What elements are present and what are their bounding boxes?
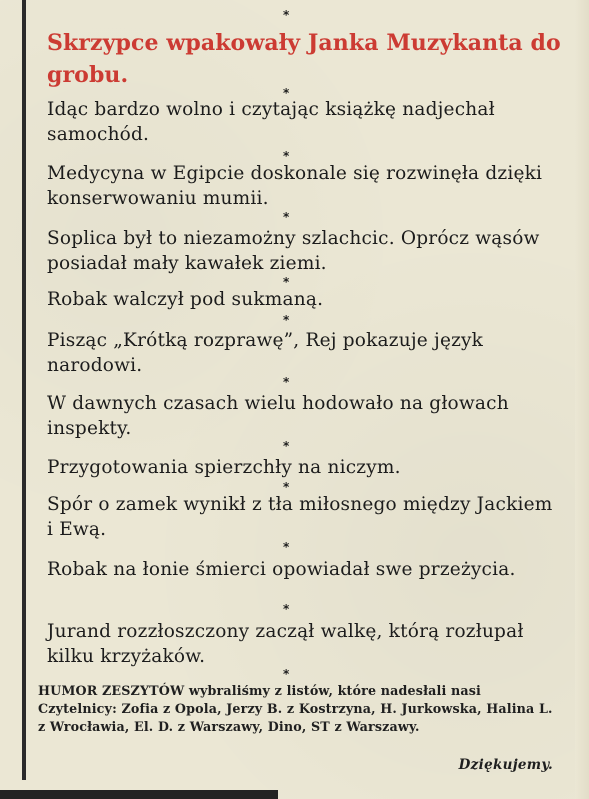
joke-item: Jurand rozzłoszczony zaczął walkę, którą rozłupał kilku krzyżaków. bbox=[47, 621, 524, 667]
separator-star: * bbox=[283, 275, 290, 289]
separator-star: * bbox=[283, 8, 290, 22]
joke-item: Pisząc „Krótką rozprawę”, Rej pokazuje język narodowi. bbox=[47, 330, 484, 376]
separator-star: * bbox=[283, 86, 290, 100]
headline: Skrzypce wpakowały Janka Muzykanta do grobu. bbox=[47, 30, 561, 88]
separator-star: * bbox=[283, 667, 290, 681]
bottom-rule bbox=[0, 790, 278, 799]
joke-item: Przygotowania spierzchły na niczym. bbox=[47, 457, 401, 478]
joke-item: Medycyna w Egipcie doskonale się rozwinęła dzięki konserwowaniu mumii. bbox=[47, 163, 543, 209]
separator-star: * bbox=[283, 439, 290, 453]
separator-star: * bbox=[283, 149, 290, 163]
left-column-rule bbox=[22, 0, 26, 780]
separator-star: * bbox=[283, 313, 290, 327]
separator-star: * bbox=[283, 602, 290, 616]
separator-star: * bbox=[283, 210, 290, 224]
credits-note: HUMOR ZESZYTÓW wybraliśmy z listów, które nadesłali nasi Czytelnicy: Zofia z Opola, Jerzy B. z Kostrzyna, H. Jurkowska, Halina L. z Wrocławia, El. D. z Warszawy, Dino, ST z Warszawy. bbox=[38, 683, 553, 734]
joke-item: Soplica był to niezamożny szlachcic. Oprócz wąsów posiadał mały kawałek ziemi. bbox=[47, 228, 540, 274]
joke-item: W dawnych czasach wielu hodowało na głowach inspekty. bbox=[47, 393, 509, 439]
joke-item: Idąc bardzo wolno i czytając książkę nadjechał samochód. bbox=[47, 99, 495, 145]
separator-star: * bbox=[283, 480, 290, 494]
separator-star: * bbox=[283, 375, 290, 389]
joke-item: Robak walczył pod sukmaną. bbox=[47, 289, 324, 310]
separator-star: * bbox=[283, 540, 290, 554]
thanks-signature: Dziękujemy. bbox=[458, 757, 553, 773]
joke-item: Robak na łonie śmierci opowiadał swe przeżycia. bbox=[47, 559, 516, 580]
paper-edge bbox=[575, 0, 589, 799]
joke-item: Spór o zamek wynikł z tła miłosnego między Jackiem i Ewą. bbox=[47, 494, 553, 540]
